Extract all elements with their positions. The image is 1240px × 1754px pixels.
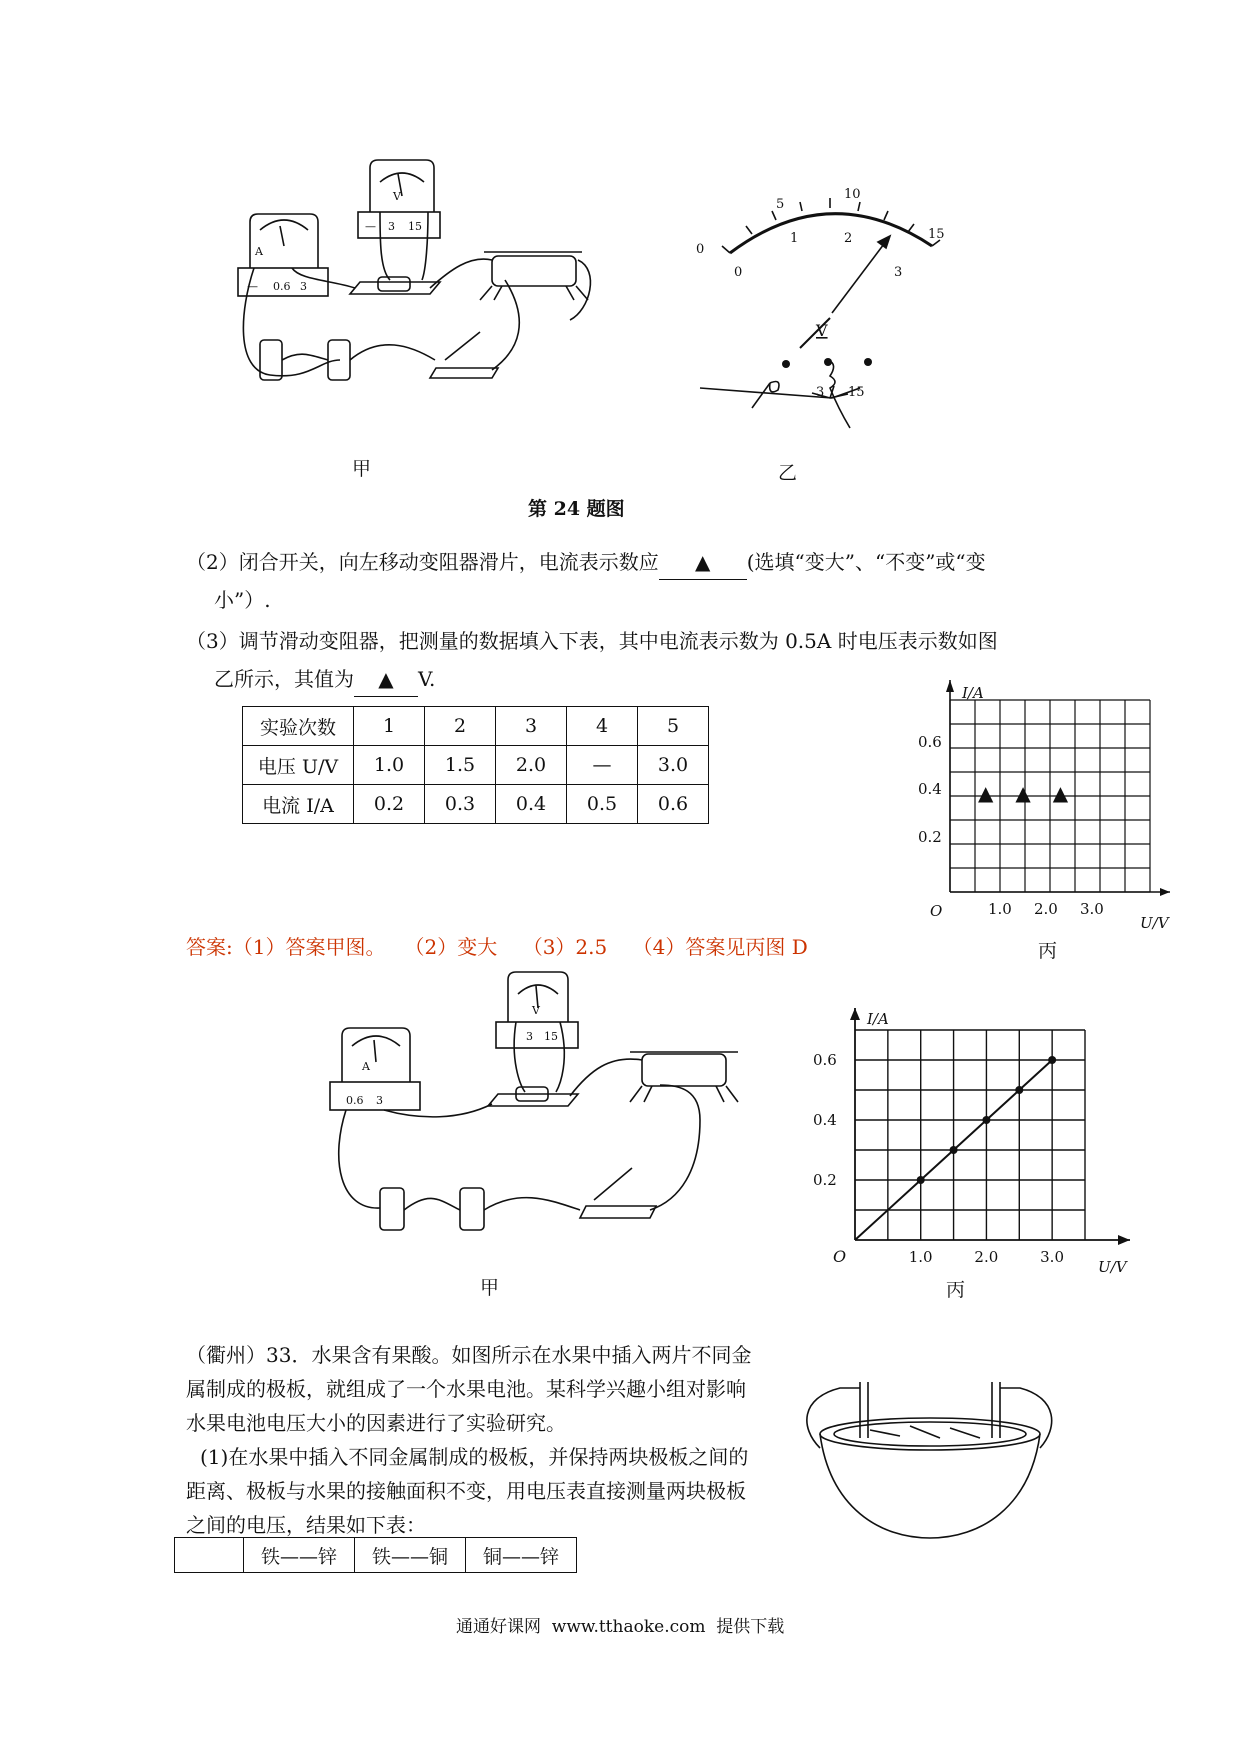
x-tick-label: 2.0 xyxy=(974,1248,999,1266)
ammeter-terminal-3: 3 xyxy=(300,280,307,293)
table-cell: 0.3 xyxy=(425,785,496,824)
question-2-blank: ▲ xyxy=(659,545,747,580)
question-2-prefix: （2）闭合开关，向左移动变阻器滑片，电流表示数应 xyxy=(186,550,659,574)
question-33-line: 距离、极板与水果的接触面积不变，用电压表直接测量两块极板 xyxy=(186,1479,746,1503)
table-cell: 电流 I/A xyxy=(243,785,354,824)
graph-bing-question xyxy=(920,670,1180,930)
origin-label: O xyxy=(833,1247,847,1266)
table-cell: 铜——锌 xyxy=(466,1538,577,1573)
voltmeter-terminal-3: 3 xyxy=(388,220,395,233)
y-tick-label: 0.6 xyxy=(813,1051,837,1069)
graph-q-ytick: 0.6 xyxy=(918,733,942,751)
table-cell: 0.5 xyxy=(567,785,638,824)
meter-inner-1: 1 xyxy=(790,231,799,246)
voltmeter-face-diagram xyxy=(696,168,960,428)
fruit-battery-table xyxy=(174,1537,577,1573)
meter-inner-3: 3 xyxy=(894,265,903,280)
x-axis-label: U/V xyxy=(1098,1258,1127,1276)
meter-inner-2: 2 xyxy=(844,231,853,246)
table-cell: 1.5 xyxy=(425,746,496,785)
voltmeter-letter: V xyxy=(393,190,401,203)
table-cell: 1.0 xyxy=(354,746,425,785)
voltmeter-terminal-neg: — xyxy=(365,220,376,233)
x-tick-label: 1.0 xyxy=(908,1248,933,1266)
table-cell: 电压 U/V xyxy=(243,746,354,785)
question-33-line: (1)在水果中插入不同金属制成的极板，并保持两块极板之间的 xyxy=(200,1445,749,1469)
table-cell: 0.4 xyxy=(496,785,567,824)
x-axis-arrow xyxy=(1118,1235,1130,1245)
data-point xyxy=(1048,1056,1056,1064)
y-tick-label: 0.4 xyxy=(813,1111,837,1129)
ammeter-terminal-06: 0.6 xyxy=(273,280,291,293)
label-yi: 乙 xyxy=(778,462,798,484)
table-cell xyxy=(175,1538,244,1573)
data-point xyxy=(917,1176,925,1184)
table-cell: 0.2 xyxy=(354,785,425,824)
meter-outer-15: 15 xyxy=(928,227,945,242)
question-2-line2: 小”）. xyxy=(214,588,271,612)
question-3-blank: ▲ xyxy=(354,662,418,697)
table-cell: 1 xyxy=(354,707,425,746)
label-jia-top: 甲 xyxy=(352,458,372,480)
fruit-battery-illustration xyxy=(800,1368,1060,1548)
table-row xyxy=(243,785,709,824)
table-row xyxy=(243,707,709,746)
question-3-line2-suffix: V. xyxy=(418,667,436,691)
table-cell: 5 xyxy=(638,707,709,746)
graph-q-origin: O xyxy=(930,902,943,920)
table-row xyxy=(243,746,709,785)
circuit-diagram-answer xyxy=(320,970,800,1270)
table-cell: 3.0 xyxy=(638,746,709,785)
label-jia-answer: 甲 xyxy=(480,1277,500,1299)
question-2 xyxy=(186,545,1086,580)
graph-q-xtick: 1.0 xyxy=(988,900,1012,918)
question-3-line2 xyxy=(214,662,435,697)
x-tick-label: 3.0 xyxy=(1040,1248,1065,1266)
graph-bing-answer xyxy=(810,1000,1140,1280)
table-cell: — xyxy=(567,746,638,785)
voltmeter-terminal-15: 15 xyxy=(408,220,422,233)
graph-q-xlabel: U/V xyxy=(1140,914,1169,932)
svg-text:3: 3 xyxy=(376,1094,383,1107)
table-cell: 0.6 xyxy=(638,785,709,824)
svg-text:3: 3 xyxy=(526,1030,533,1043)
table-cell: 3 xyxy=(496,707,567,746)
data-point xyxy=(982,1116,990,1124)
measurement-table xyxy=(242,706,709,824)
meter-inner-0: 0 xyxy=(734,265,743,280)
graph-q-markers: ▲▲▲ xyxy=(978,781,1091,805)
table-cell: 实验次数 xyxy=(243,707,354,746)
svg-text:A: A xyxy=(362,1060,370,1073)
graph-q-ytick: 0.4 xyxy=(918,780,942,798)
svg-text:V: V xyxy=(532,1004,540,1017)
y-axis-arrow xyxy=(850,1008,860,1020)
table-cell: 4 xyxy=(567,707,638,746)
question-33-line: 属制成的极板，就组成了一个水果电池。某科学兴趣小组对影响 xyxy=(186,1377,746,1401)
label-bing-answer: 丙 xyxy=(946,1279,966,1301)
table-cell: 2.0 xyxy=(496,746,567,785)
meter-unit: V xyxy=(816,321,828,340)
meter-outer-10: 10 xyxy=(844,187,861,202)
question-33-line: 之间的电压，结果如下表： xyxy=(186,1513,426,1537)
question-3-line2-prefix: 乙所示，其值为 xyxy=(214,667,354,691)
table-cell: 2 xyxy=(425,707,496,746)
table-cell: 铁——锌 xyxy=(244,1538,355,1573)
question-3-line1: （3）调节滑动变阻器，把测量的数据填入下表，其中电流表示数为 0.5A 时电压表示数如图 xyxy=(186,629,998,653)
label-bing-question: 丙 xyxy=(1038,940,1058,962)
question-33 xyxy=(186,1338,806,1542)
graph-q-ylabel: I/A xyxy=(962,684,984,702)
circuit-diagram-top xyxy=(230,160,670,430)
meter-terminal-3: 3 xyxy=(816,385,825,400)
answer-line: 答案:（1）答案甲图。 （2）变大 （3）2.5 （4）答案见丙图 D xyxy=(186,935,808,959)
data-point xyxy=(1015,1086,1023,1094)
figure-caption: 第 24 题图 xyxy=(528,498,625,520)
y-axis-label: I/A xyxy=(867,1010,889,1028)
meter-terminal-15: 15 xyxy=(848,385,865,400)
graph-q-xtick: 3.0 xyxy=(1080,900,1104,918)
y-tick-label: 0.2 xyxy=(813,1171,837,1189)
question-33-line: （衢州）33．水果含有果酸。如图所示在水果中插入两片不同金 xyxy=(186,1343,752,1367)
graph-q-ytick: 0.2 xyxy=(918,828,942,846)
meter-outer-0: 0 xyxy=(696,242,705,257)
meter-outer-5: 5 xyxy=(776,197,785,212)
graph-q-xtick: 2.0 xyxy=(1034,900,1058,918)
table-cell: 铁——铜 xyxy=(355,1538,466,1573)
question-33-line: 水果电池电压大小的因素进行了实验研究。 xyxy=(186,1411,566,1435)
question-2-suffix: (选填“变大”、“不变”或“变 xyxy=(746,550,986,574)
svg-text:15: 15 xyxy=(544,1030,558,1043)
ammeter-letter: A xyxy=(255,245,263,258)
ammeter-terminal-neg: — xyxy=(247,280,258,293)
footer-text: 通通好课网 www.tthaoke.com 提供下载 xyxy=(456,1617,785,1637)
table-row xyxy=(175,1538,577,1573)
data-point xyxy=(950,1146,958,1154)
svg-text:0.6: 0.6 xyxy=(346,1094,364,1107)
